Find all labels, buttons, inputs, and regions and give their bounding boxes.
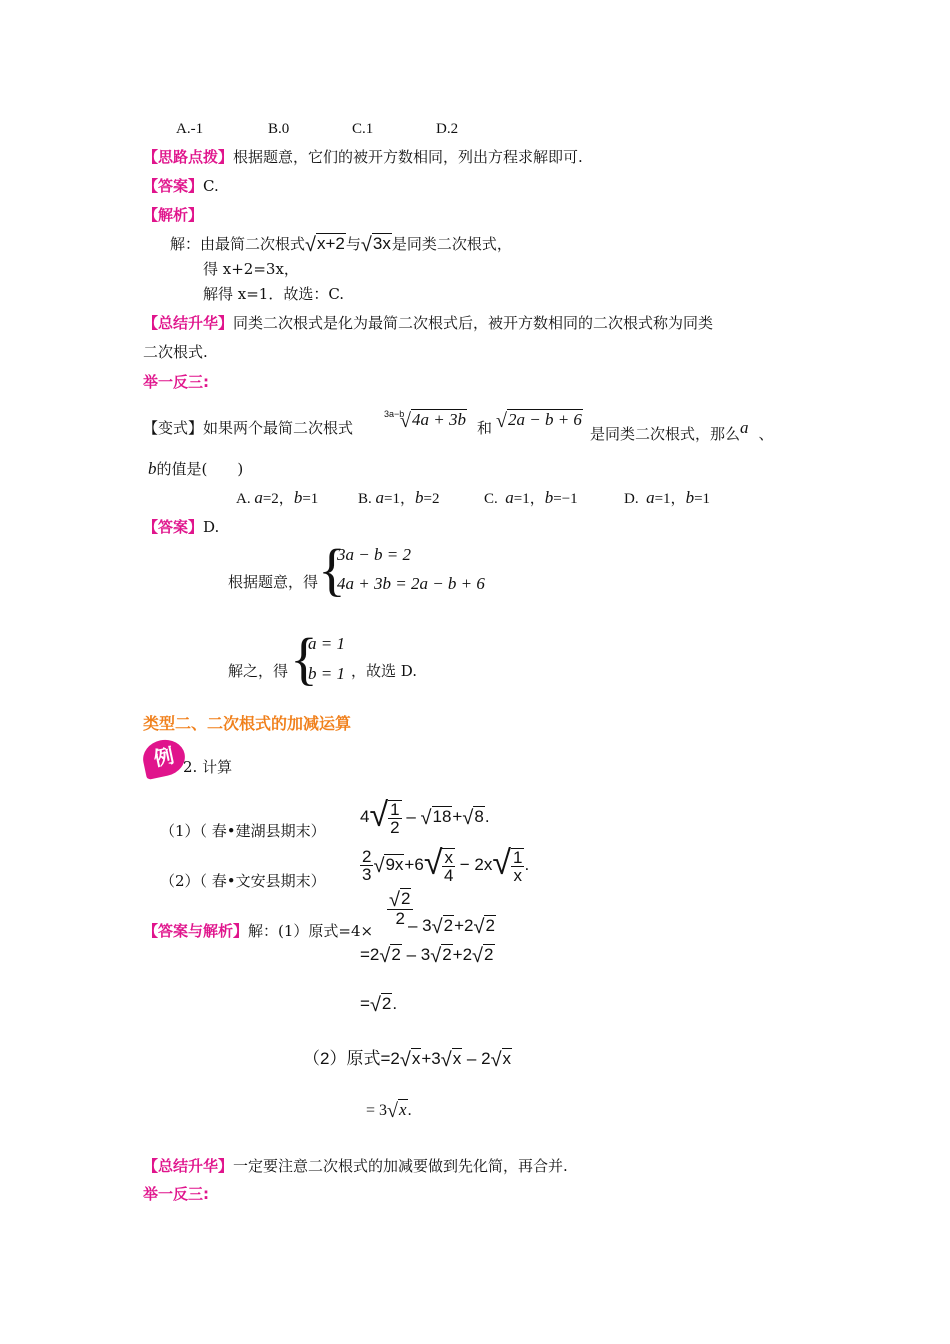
radical-3x: √3x — [360, 234, 391, 256]
problem1-expr: 4√ $\frac{1}{2}$ – √18+√8. — [360, 796, 490, 837]
summary1-tag: 【总结升华】 — [143, 314, 234, 332]
answer2-step1: 根据题意，得 — [228, 573, 319, 591]
answer1-tag: 【答案】 — [143, 177, 204, 195]
answer2-choose: ，故选 D. — [351, 662, 418, 680]
system-brace-2: { — [290, 626, 318, 691]
hint-text: 根据题意，它们的被开方数相同，列出方程求解即可. — [233, 148, 583, 166]
radical-2a-b-6: √2a − b + 6 — [496, 410, 582, 432]
radical-4a-3b: √4a + 3b — [400, 410, 466, 432]
variant-text: 如果两个最简二次根式 — [203, 419, 354, 437]
solution-line1-rest: – 3√2+2√2 — [408, 916, 495, 938]
option-d: D.2 — [436, 121, 459, 137]
summary1-line2: 二次根式. — [143, 343, 208, 361]
problem2-label: （2）（ 春•文安县期末） — [160, 872, 326, 890]
summary2-line — [143, 1156, 568, 1176]
solution-a: a = 1 — [308, 634, 345, 653]
solution-text: 解：(1）原式=4× — [248, 922, 374, 940]
solution-line1 — [143, 921, 373, 941]
solution-tag: 【答案与解析】 — [143, 922, 249, 940]
answer2-tag: 【答案】 — [143, 518, 204, 536]
analysis-line1 — [170, 234, 512, 255]
problem1-label: （1）（ 春•建湖县期末） — [160, 822, 326, 840]
practice2-heading: 举一反三: — [143, 1185, 209, 1203]
option-b: B.0 — [268, 121, 290, 137]
solution-frac: $\frac{√2}{2}$ — [387, 890, 413, 927]
variant-post: 是同类二次根式，那么a 、 — [590, 418, 774, 443]
variant-tag: 【变式】 — [143, 419, 204, 437]
root-index: 3a−b — [384, 409, 405, 419]
equation-2: 4a + 3b = 2a − b + 6 — [337, 574, 485, 593]
answer1-text: C. — [203, 177, 219, 195]
analysis-text: 解：由最简二次根式 — [170, 235, 306, 253]
summary2-tag: 【总结升华】 — [143, 1157, 234, 1175]
radical-x-plus-2: √x+2 — [305, 234, 345, 256]
problem2-expr: $\frac{2}{3}$ √9x+6√ $\frac{x}{4}$ − 2x√ $\frac{1}{x}$ . — [362, 844, 530, 885]
analysis-line2: 得 x+2=3x， — [203, 260, 299, 278]
answer1-line — [143, 176, 219, 196]
example-text: 2. 计算 — [183, 758, 233, 776]
solution-final: = 3√x. — [366, 1100, 412, 1122]
answer2-line — [143, 517, 219, 537]
option-a: A.-1 — [176, 121, 204, 137]
hint-line — [143, 147, 583, 167]
hint-tag: 【思路点拨】 — [143, 148, 234, 166]
answer2-step2: 解之，得 — [228, 662, 289, 680]
solution-line2: =2√2 – 3√2+2√2 — [360, 945, 494, 967]
example-badge: 例 — [140, 736, 189, 780]
section2-title: 类型二、二次根式的加减运算 — [143, 714, 352, 733]
practice1-heading: 举一反三: — [143, 373, 209, 391]
option2-d: D. a=1，b=1 — [624, 488, 711, 507]
summary2-text: 一定要注意二次根式的加减要做到先化简，再合并. — [233, 1157, 568, 1175]
analysis-line3: 解得 x=1．故选：C. — [203, 285, 345, 303]
option2-a: A. a=2，b=1 — [236, 488, 319, 507]
option2-b: B. a=1，b=2 — [358, 488, 440, 507]
answer2-text: D. — [203, 518, 220, 536]
summary1-line — [143, 313, 713, 333]
solution-line3: =√2. — [360, 994, 398, 1016]
variant-line — [143, 418, 353, 438]
solution-b: b = 1 — [308, 664, 345, 683]
analysis-and: 与 — [345, 235, 361, 253]
variant-and: 和 — [477, 419, 493, 437]
analysis-text-post: 是同类二次根式， — [391, 235, 512, 253]
option2-c: C. a=1，b=−1 — [484, 488, 578, 507]
variant-tail: b的值是( ) — [148, 459, 244, 478]
system-brace-1: { — [318, 537, 346, 602]
option-c: C.1 — [352, 121, 374, 137]
summary1-text: 同类二次根式是化为最简二次根式后，被开方数相同的二次根式称为同类 — [233, 314, 714, 332]
equation-1: 3a − b = 2 — [337, 545, 411, 564]
analysis-tag: 【解析】 — [143, 206, 204, 224]
solution-part2: （2）原式=2√x+3√x – 2√x — [303, 1049, 512, 1071]
